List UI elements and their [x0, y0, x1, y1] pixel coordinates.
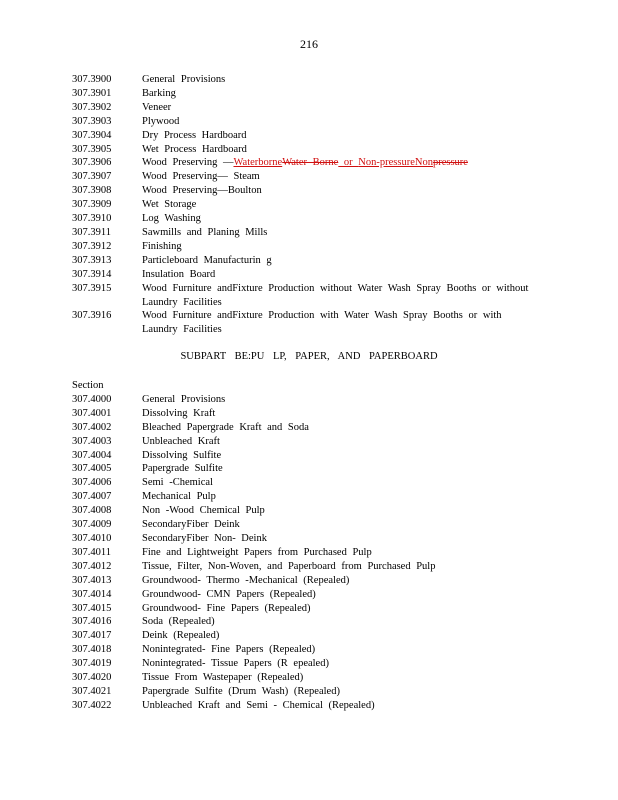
section-title: Groundwood- Fine Papers (Repealed) [142, 602, 311, 614]
section-title: Wood Preserving— Steam [142, 171, 260, 183]
section-title: Groundwood- Thermo -Mechanical (Repealed) [142, 574, 350, 586]
list-item-redline [72, 156, 532, 170]
list-item [72, 73, 532, 87]
section-title: Mechanical Pulp [142, 491, 216, 503]
section-title: SecondaryFiber Deink [142, 519, 240, 531]
list-item [72, 184, 532, 198]
list-item [72, 226, 532, 240]
section-title: SecondaryFiber Non- Deink [142, 532, 267, 544]
section-number: 307.3900 [72, 74, 112, 85]
section-title: Dissolving Sulfite [142, 449, 222, 461]
section-number: 307.4010 [72, 532, 112, 544]
inserted-text: Non-pressureNon [358, 157, 433, 169]
section-number: 307.4022 [72, 699, 112, 711]
section-number: 307.4008 [72, 505, 112, 517]
section-title: Log Washing [142, 213, 201, 225]
section-title: Semi -Chemical [142, 477, 213, 489]
list-item [72, 615, 532, 629]
section-title: Plywood [142, 115, 180, 127]
section-title: Soda (Repealed) [142, 616, 215, 628]
inserted-text: or [338, 157, 359, 169]
list-item [72, 143, 532, 157]
list-item [72, 198, 532, 212]
section-number: 307.3914 [72, 268, 112, 280]
section-label: Section [72, 380, 104, 391]
section-number: 307.3912 [72, 240, 112, 252]
section-number: 307.4016 [72, 616, 112, 628]
section-title [142, 156, 532, 170]
section-number: 307.4021 [72, 685, 112, 697]
section-number: 307.3903 [72, 115, 112, 127]
section-number: 307.3913 [72, 254, 112, 266]
list-item [72, 588, 532, 602]
subpart-a-list [72, 73, 532, 337]
section-number: 307.3901 [72, 87, 112, 99]
section-number: 307.3916 [72, 310, 112, 322]
section-number: 307.4003 [72, 435, 112, 447]
section-number: 307.3908 [72, 185, 112, 197]
list-item [72, 685, 532, 699]
section-number: 307.3909 [72, 199, 112, 211]
section-title: General Provisions [142, 393, 226, 405]
section-number: 307.3902 [72, 101, 112, 113]
list-item [72, 254, 532, 268]
list-item [72, 532, 532, 546]
list-item [72, 87, 532, 101]
section-title: General Provisions [142, 74, 226, 85]
list-item [72, 671, 532, 685]
list-item [72, 115, 532, 129]
list-item [72, 212, 532, 226]
section-title: Nonintegrated- Fine Papers (Repealed) [142, 644, 316, 656]
section-number: 307.4005 [72, 463, 112, 475]
section-number: 307.3911 [72, 226, 111, 238]
section-number: 307.3906 [72, 157, 112, 169]
section-number: 307.4004 [72, 449, 112, 461]
list-item [72, 170, 532, 184]
list-item [72, 657, 532, 671]
title-prefix: Wood Preserving — [142, 157, 234, 169]
section-number: 307.3904 [72, 129, 112, 141]
section-title: Tissue From Wastepaper (Repealed) [142, 672, 304, 684]
section-number: 307.3910 [72, 213, 112, 225]
section-title: Veneer [142, 101, 172, 113]
section-title: Barking [142, 87, 176, 99]
section-number: 307.3915 [72, 282, 112, 294]
section-title: Finishing [142, 240, 182, 252]
section-title: Groundwood- CMN Papers (Repealed) [142, 588, 316, 600]
section-title: Particleboard Manufacturin g [142, 254, 272, 266]
section-number: 307.3907 [72, 171, 112, 183]
list-item [72, 629, 532, 643]
list-item [72, 435, 532, 449]
section-number: 307.4007 [72, 491, 112, 503]
section-number: 307.3905 [72, 143, 112, 155]
list-item [72, 602, 532, 616]
list-item [72, 462, 532, 476]
section-title: Unbleached Kraft and Semi - Chemical (Repealed) [142, 699, 375, 711]
section-title: Dissolving Kraft [142, 407, 216, 419]
list-item [72, 476, 532, 490]
section-title: Non -Wood Chemical Pulp [142, 505, 265, 517]
section-title: Wet Storage [142, 199, 197, 211]
section-title: Wood Furniture andFixture Production with Water Wash Spray Booths or with Laundry Facilities [142, 310, 502, 336]
section-title: Fine and Lightweight Papers from Purchased Pulp [142, 546, 372, 558]
list-item [72, 546, 532, 560]
deleted-text: pressure [432, 157, 468, 169]
subpart-b-list [72, 379, 532, 713]
section-number: 307.4017 [72, 630, 112, 642]
section-title: Tissue, Filter, Non-Woven, and Paperboard from Purchased Pulp [142, 560, 436, 572]
section-title: Bleached Papergrade Kraft and Soda [142, 421, 309, 433]
section-title: Deink (Repealed) [142, 630, 220, 642]
section-title: Dry Process Hardboard [142, 129, 247, 141]
list-item [72, 643, 532, 657]
list-item [72, 268, 532, 282]
list-item [72, 282, 532, 310]
list-item [72, 518, 532, 532]
inserted-text: Waterborne [233, 157, 283, 169]
list-item [72, 490, 532, 504]
deleted-text: Water Borne [282, 157, 339, 169]
list-item [72, 393, 532, 407]
section-number: 307.4013 [72, 574, 112, 586]
section-title: Insulation Board [142, 268, 216, 280]
section-title: Nonintegrated- Tissue Papers (R epealed) [142, 658, 329, 670]
section-number: 307.4002 [72, 421, 112, 433]
page-number: 216 [300, 37, 318, 51]
list-item [72, 240, 532, 254]
list-item [72, 407, 532, 421]
section-title: Wood Preserving—Boulton [142, 185, 262, 197]
section-number: 307.4019 [72, 658, 112, 670]
section-number: 307.4009 [72, 519, 112, 531]
section-title: Sawmills and Planing Mills [142, 226, 268, 238]
list-item [72, 699, 532, 713]
section-number: 307.4000 [72, 393, 112, 405]
section-number: 307.4020 [72, 672, 112, 684]
list-item [72, 309, 532, 337]
section-number: 307.4014 [72, 588, 112, 600]
list-item [72, 574, 532, 588]
section-number: 307.4006 [72, 477, 112, 489]
list-item [72, 101, 532, 115]
list-item [72, 504, 532, 518]
list-item [72, 129, 532, 143]
list-item [72, 560, 532, 574]
section-number: 307.4015 [72, 602, 112, 614]
section-title: Papergrade Sulfite (Drum Wash) (Repealed) [142, 685, 340, 697]
section-number: 307.4011 [72, 546, 111, 558]
section-number: 307.4001 [72, 407, 112, 419]
section-title: Papergrade Sulfite [142, 463, 223, 475]
section-title: Wet Process Hardboard [142, 143, 247, 155]
section-title: Wood Furniture andFixture Production without Water Wash Spray Booths or without Laundry Facilities [142, 282, 529, 308]
section-number: 307.4018 [72, 644, 112, 656]
list-item [72, 449, 532, 463]
section-title: Unbleached Kraft [142, 435, 220, 447]
subpart-title: SUBPART BE:PU LP, PAPER, AND PAPERBOARD [180, 351, 438, 362]
list-item [72, 421, 532, 435]
section-number: 307.4012 [72, 560, 112, 572]
